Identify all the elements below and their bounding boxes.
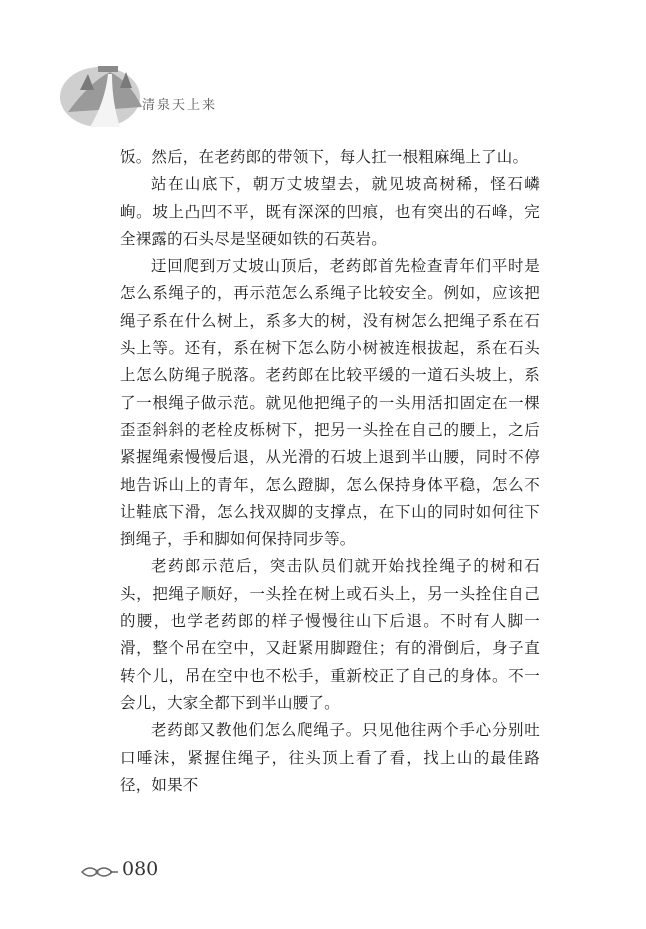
paragraph: 站在山底下，朝万丈坡望去，就见坡高树稀，怪石嶙峋。坡上凸凹不平，既有深深的凹痕，也有突出的石峰，完全裸露的石头尽是坚硬如铁的石英岩。: [120, 175, 540, 248]
paragraph: 迂回爬到万丈坡山顶后，老药郎首先检查青年们平时是怎么系绳子的，再示范怎么系绳子比较安全。例如，应该把绳子系在什么树上，系多大的树，没有树怎么把绳子系在石头上等。还有，系在树下怎么防小树被连根拔起，系在石头上怎么防绳子脱落。老药郎在比较平缓的一道石头坡上，系了一根绳子做示范。就见他把绳子的一头用活扣固定在一棵歪歪斜斜的老栓皮栎树下，把另一头拴在自己的腰上，之后紧握绳索慢慢后退，从光滑的石坡上退到半山腰，同时不停地告诉山上的青年，怎么蹬脚，怎么保持身体平稳，怎么不让鞋底下滑，怎么找双脚的支撑点，在下山的同时如何往下捯绳子，手和脚如何保持同步等。: [120, 257, 540, 549]
leaf-ornament-icon: [80, 862, 120, 882]
page-number: 080: [122, 858, 159, 880]
running-header: [60, 52, 260, 132]
running-header-title: 清泉天上来: [142, 98, 218, 113]
paragraph: 老药郎示范后，突击队员们就开始找拴绳子的树和石头，把绳子顺好，一头拴在树上或石头上，另一头拴住自己的腰，也学老药郎的样子慢慢往山下后退。不时有人脚一滑，整个吊在空中，又赶紧用脚蹬住；有的滑倒后，身子直转个儿，吊在空中也不松手，重新校正了自己的身体。不一会儿，大家全都下到半山腰了。: [120, 557, 540, 712]
paragraph: 老药郎又教他们怎么爬绳子。只见他往两个手心分别吐口唾沫，紧握住绳子，往头顶上看了看，找上山的最佳路径，如果不: [120, 721, 540, 794]
paragraph: 饭。然后，在老药郎的带领下，每人扛一根粗麻绳上了山。: [120, 148, 529, 166]
mountain-path-illustration-icon: [60, 52, 150, 127]
page-body: [120, 144, 540, 799]
page-footer: [80, 856, 240, 886]
